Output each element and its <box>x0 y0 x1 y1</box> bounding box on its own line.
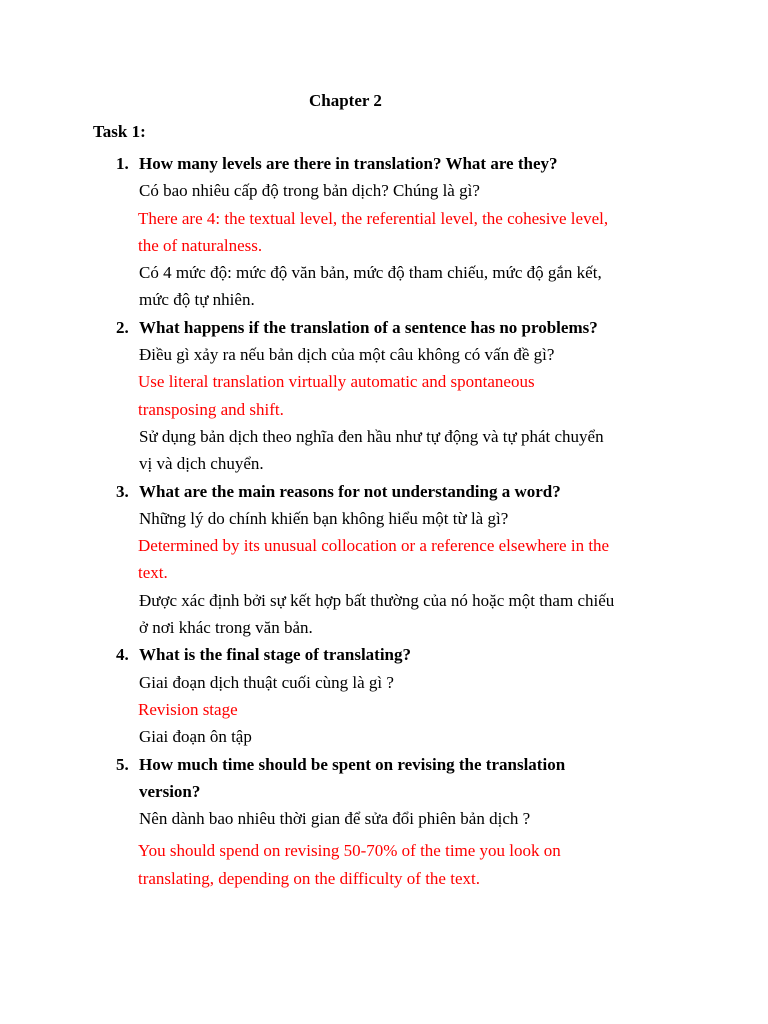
item-number: 1. <box>116 154 129 173</box>
list-item <box>116 478 616 642</box>
question-vi: Nên dành bao nhiêu thời gian để sửa đổi phiên bản dịch ? <box>139 809 531 829</box>
question-vi: Những lý do chính khiến bạn không hiểu một từ là gì? <box>139 508 509 528</box>
answer-vi: Được xác định bởi sự kết hợp bất thường của nó hoặc một tham chiếu ở nơi khác trong văn bản. <box>139 590 615 638</box>
item-number: 2. <box>116 317 129 337</box>
question-en: What happens if the translation of a sentence has no problems? <box>139 317 598 337</box>
list-item <box>116 314 616 478</box>
list-item <box>116 641 616 750</box>
list-item <box>116 150 616 314</box>
question-en: What is the final stage of translating? <box>139 645 411 665</box>
question-vi: Có bao nhiêu cấp độ trong bản dịch? Chúng là gì? <box>139 181 480 201</box>
answer-en: You should spend on revising 50-70% of the time you look on translating, depending on the difficulty of the text. <box>138 841 561 888</box>
question-vi: Điều gì xảy ra nếu bản dịch của một câu không có vấn đề gì? <box>139 345 555 365</box>
answer-en: There are 4: the textual level, the referential level, the cohesive level, the of naturalness. <box>138 208 609 255</box>
answer-en: Determined by its unusual collocation or a reference elsewhere in the text. <box>138 536 610 583</box>
item-number: 4. <box>116 645 129 665</box>
chapter-title: Chapter 2 <box>309 91 382 110</box>
task-label: Task 1: <box>93 122 146 141</box>
answer-en: Revision stage <box>138 699 238 719</box>
answer-vi: Giai đoạn ôn tập <box>139 727 252 747</box>
question-list <box>116 150 616 892</box>
question-en: What are the main reasons for not understanding a word? <box>139 481 561 501</box>
item-number: 5. <box>116 754 129 774</box>
answer-en: Use literal translation virtually automatic and spontaneous transposing and shift. <box>138 372 535 419</box>
question-vi: Giai đoạn dịch thuật cuối cùng là gì ? <box>139 672 394 692</box>
answer-vi: Có 4 mức độ: mức độ văn bản, mức độ tham chiếu, mức độ gắn kết, mức độ tự nhiên. <box>139 263 602 310</box>
answer-vi: Sử dụng bản dịch theo nghĩa đen hầu như tự động và tự phát chuyển vị và dịch chuyển. <box>139 426 604 474</box>
question-en: How much time should be spent on revising the translation version? <box>139 754 566 801</box>
item-number: 3. <box>116 481 129 501</box>
list-item <box>116 751 616 892</box>
question-en: How many levels are there in translation? What are they? <box>139 154 558 173</box>
